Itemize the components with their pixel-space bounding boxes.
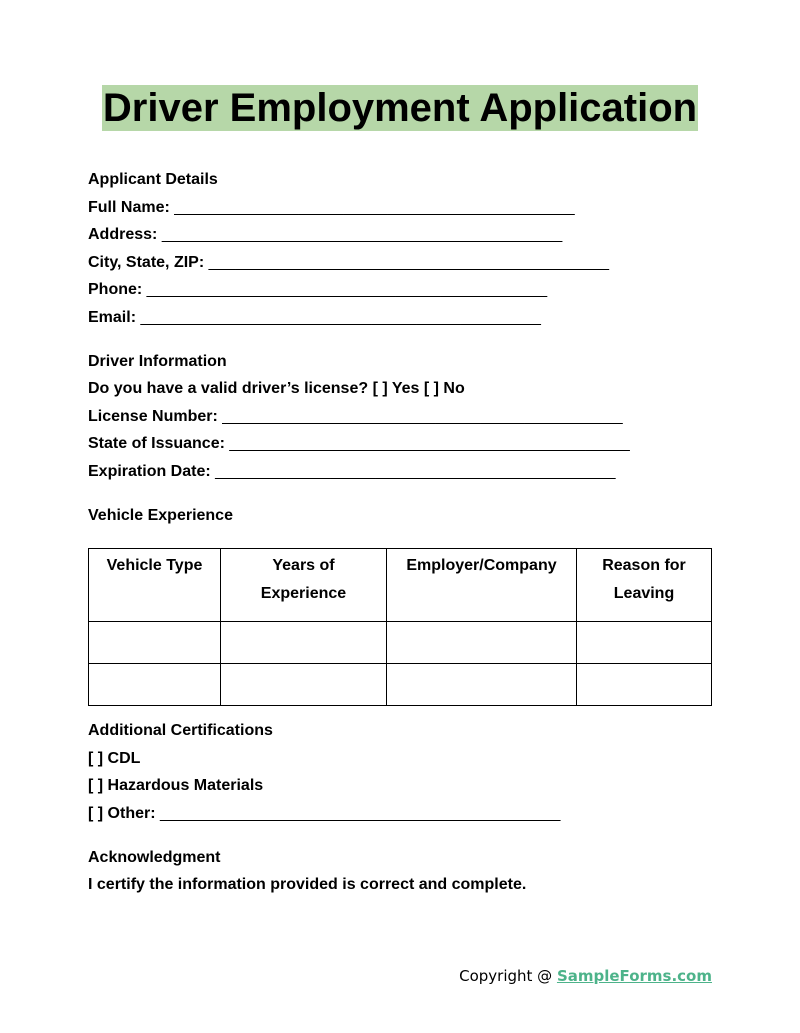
full-name-label: Full Name: xyxy=(88,198,170,216)
section-gap xyxy=(88,331,712,348)
license-number-field[interactable] xyxy=(88,403,712,431)
section-gap xyxy=(88,827,712,844)
driver-information-heading: Driver Information xyxy=(88,352,227,370)
section-gap xyxy=(88,485,712,502)
column-header: Employer/Company xyxy=(387,549,577,622)
address-blank[interactable]: _____________________________________________ xyxy=(161,226,563,243)
column-header: Vehicle Type xyxy=(89,549,221,622)
city-state-zip-blank[interactable]: _____________________________________________ xyxy=(208,253,610,271)
phone-field[interactable] xyxy=(88,276,712,304)
email-label: Email: xyxy=(88,308,137,326)
vehicle-experience-heading: Vehicle Experience xyxy=(88,506,233,524)
license-number-blank[interactable]: _____________________________________________ xyxy=(222,407,623,425)
address-label: Address: xyxy=(88,226,158,243)
state-of-issuance-label: State of Issuance: xyxy=(88,435,225,452)
other-certification-field[interactable] xyxy=(88,800,712,828)
email-field[interactable] xyxy=(88,304,712,332)
city-state-zip-field[interactable] xyxy=(88,249,712,277)
page-title: Driver Employment Application xyxy=(102,86,698,130)
title-area xyxy=(0,85,800,131)
other-certification-blank[interactable]: _____________________________________________ xyxy=(160,804,561,822)
email-blank[interactable]: _____________________________________________ xyxy=(140,308,541,326)
other-certification-label: [ ] Other: xyxy=(88,804,156,822)
applicant-details-heading: Applicant Details xyxy=(88,171,218,188)
table-row xyxy=(89,622,712,664)
column-header: Years of Experience xyxy=(221,549,387,622)
full-name-blank[interactable]: _____________________________________________ xyxy=(174,198,575,216)
phone-label: Phone: xyxy=(88,281,143,298)
table-cell[interactable] xyxy=(387,622,577,664)
table-cell[interactable] xyxy=(89,622,221,664)
table-cell[interactable] xyxy=(577,664,712,706)
form-top-section xyxy=(88,166,712,529)
phone-blank[interactable]: _____________________________________________ xyxy=(146,281,548,298)
address-field[interactable] xyxy=(88,221,712,249)
table-cell[interactable] xyxy=(387,664,577,706)
acknowledgment-statement: I certify the information provided is correct and complete. xyxy=(88,876,527,893)
hazmat-checkbox[interactable]: [ ] Hazardous Materials xyxy=(88,777,264,794)
table-cell[interactable] xyxy=(221,622,387,664)
expiration-date-blank[interactable]: _____________________________________________ xyxy=(215,462,616,480)
license-number-label: License Number: xyxy=(88,407,218,425)
column-header: Reason for Leaving xyxy=(577,549,712,622)
table-cell[interactable] xyxy=(221,664,387,706)
vehicle-experience-table xyxy=(88,548,712,706)
expiration-date-label: Expiration Date: xyxy=(88,462,211,480)
certifications-heading: Additional Certifications xyxy=(88,722,273,739)
sampleforms-link[interactable]: SampleForms.com xyxy=(556,967,712,985)
table-header-row xyxy=(89,549,712,622)
state-of-issuance-blank[interactable]: _____________________________________________ xyxy=(229,435,630,452)
expiration-date-field[interactable] xyxy=(88,458,712,486)
table-cell[interactable] xyxy=(89,664,221,706)
city-state-zip-label: City, State, ZIP: xyxy=(88,253,205,271)
state-of-issuance-field[interactable] xyxy=(88,430,712,458)
form-bottom-section xyxy=(88,717,712,899)
table-row xyxy=(89,664,712,706)
acknowledgment-heading: Acknowledgment xyxy=(88,848,221,866)
copyright-text: Copyright @ xyxy=(459,967,557,985)
footer-copyright xyxy=(459,966,712,986)
license-question[interactable]: Do you have a valid driver’s license? [ ] Yes [ ] No xyxy=(88,380,465,397)
table-cell[interactable] xyxy=(577,622,712,664)
cdl-checkbox[interactable]: [ ] CDL xyxy=(88,749,141,767)
full-name-field[interactable] xyxy=(88,194,712,222)
